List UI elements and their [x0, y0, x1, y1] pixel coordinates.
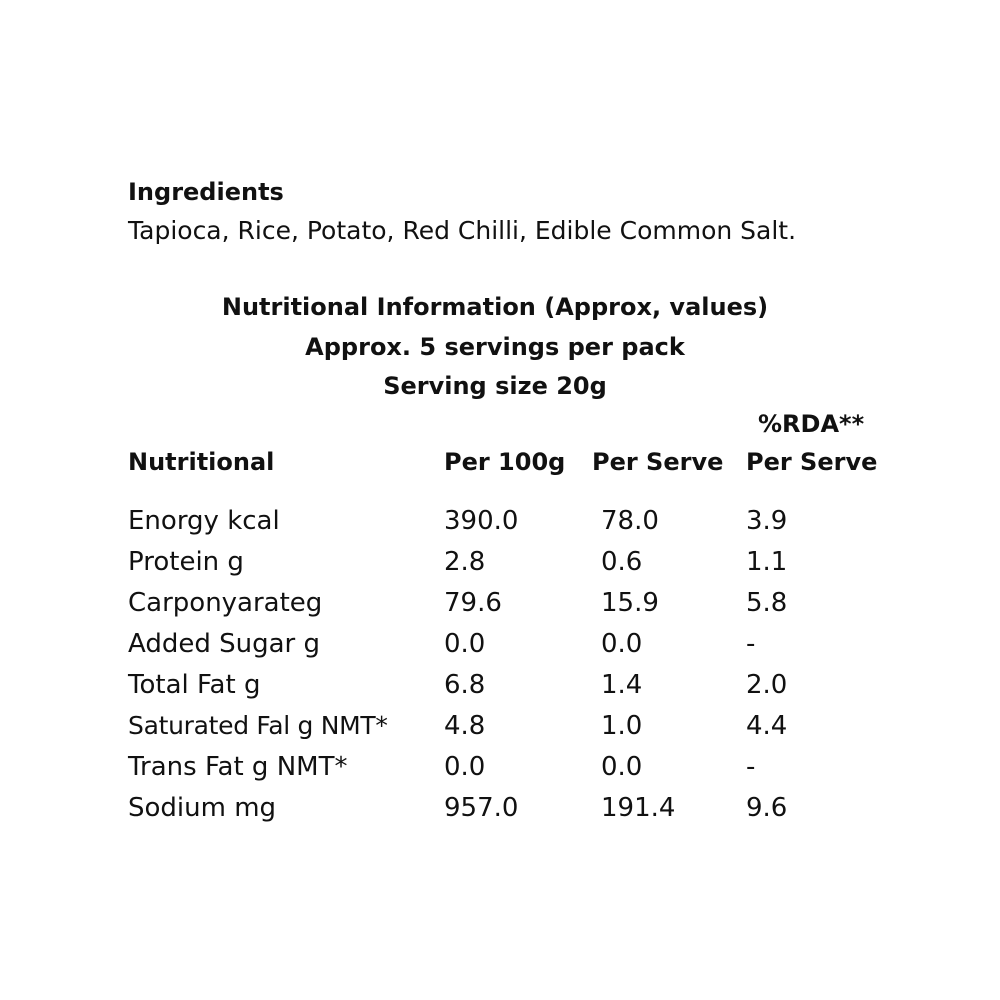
row-per-serve: 1.4: [601, 670, 643, 700]
row-nutrient-name: Sodium mg: [128, 793, 277, 823]
header-per-100g: Per 100g: [444, 448, 566, 476]
row-per-100g: 79.6: [444, 588, 502, 618]
row-per-100g: 6.8: [444, 670, 486, 700]
row-nutrient-name: Added Sugar g: [128, 629, 320, 659]
serving-size: Serving size 20g: [383, 372, 607, 400]
row-per-serve: 0.6: [601, 547, 643, 577]
servings-per-pack: Approx. 5 servings per pack: [305, 333, 685, 361]
row-per-serve: 1.0: [601, 711, 643, 741]
ingredients-text: Tapioca, Rice, Potato, Red Chilli, Edible Common Salt.: [128, 216, 797, 245]
nutrition-title: Nutritional Information (Approx, values): [221, 293, 769, 321]
row-per-100g: 2.8: [444, 547, 486, 577]
row-nutrient-name: Trans Fat g NMT*: [128, 752, 348, 782]
ingredients-heading: Ingredients: [128, 178, 284, 206]
row-rda: 1.1: [746, 547, 788, 577]
row-rda: 4.4: [746, 711, 788, 741]
row-nutrient-name: Enorgy kcal: [128, 506, 280, 536]
row-per-100g: 390.0: [444, 506, 519, 536]
row-rda: 9.6: [746, 793, 788, 823]
row-rda: 3.9: [746, 506, 788, 536]
row-nutrient-name: Protein g: [128, 547, 244, 577]
row-per-100g: 957.0: [444, 793, 519, 823]
row-per-serve: 191.4: [601, 793, 676, 823]
header-rda-per-serve: Per Serve: [746, 448, 878, 476]
header-nutrient: Nutritional: [128, 448, 275, 476]
header-rda-top: %RDA**: [758, 410, 865, 438]
row-per-100g: 4.8: [444, 711, 486, 741]
row-per-100g: 0.0: [444, 629, 486, 659]
row-per-serve: 15.9: [601, 588, 659, 618]
row-rda: -: [746, 752, 756, 782]
row-rda: -: [746, 629, 756, 659]
row-per-serve: 0.0: [601, 629, 643, 659]
header-per-serve: Per Serve: [592, 448, 724, 476]
row-nutrient-name: Carponyarateg: [128, 588, 323, 618]
row-nutrient-name: Total Fat g: [128, 670, 261, 700]
row-per-serve: 78.0: [601, 506, 659, 536]
row-rda: 5.8: [746, 588, 788, 618]
row-per-100g: 0.0: [444, 752, 486, 782]
row-nutrient-name: Saturated Fal g NMT*: [128, 711, 388, 740]
row-per-serve: 0.0: [601, 752, 643, 782]
row-rda: 2.0: [746, 670, 788, 700]
